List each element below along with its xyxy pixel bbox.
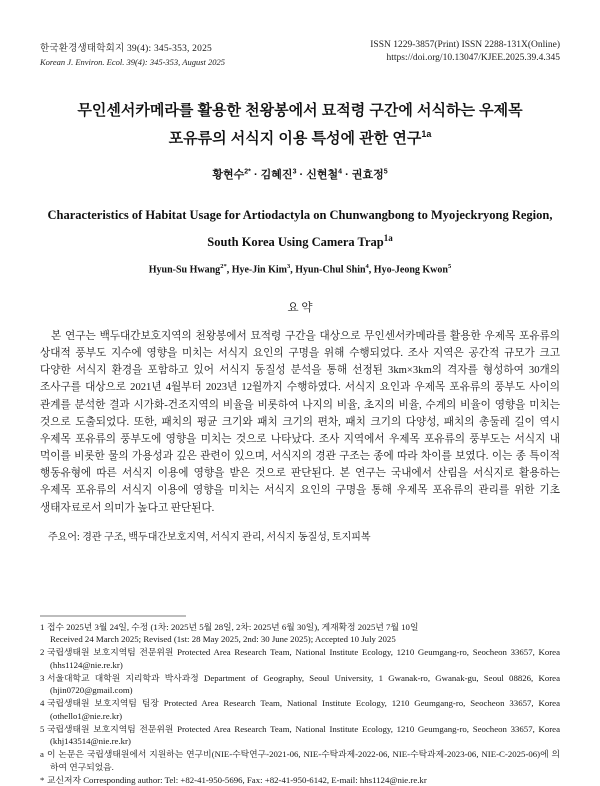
author-separator: , bbox=[368, 263, 374, 275]
paper-title-en-line1: Characteristics of Habitat Usage for Artiodactyla on Chunwangbong to Myojeckryong Region, bbox=[47, 207, 553, 222]
author-kr-name: 신현철 bbox=[306, 168, 339, 181]
footnote-text: 국립생태원 보호지역팀 팀장 Protected Area Research Team, National Institute Ecology, 1210 Geumgang-ro, Seocheon 33657, Korea (othello1@nie.re.kr) bbox=[47, 698, 560, 721]
paper-title-en-line2: South Korea Using Camera Trap bbox=[207, 235, 384, 250]
footnotes-section bbox=[40, 621, 560, 786]
footnote-text: 접수 2025년 3월 24일, 수정 (1차: 2025년 5월 28일, 2차: 2025년 6월 30일), 게재확정 2025년 7월 10일 bbox=[47, 621, 419, 632]
footnote-marker: * bbox=[40, 774, 45, 785]
author-en-superscript: 4 bbox=[365, 262, 369, 270]
footnote-marker: 1 bbox=[40, 621, 45, 632]
footnote-text: 이 논문은 국립생태원에서 지원하는 연구비(NIE-수탁연구-2021-06, NIE-수탁과제-2022-06, NIE-수탁과제-2023-06, NIE-C-2025-06)에 의하여 연구되었음. bbox=[47, 749, 560, 772]
authors-en bbox=[40, 263, 560, 275]
author-kr-name: 황현수 bbox=[212, 168, 245, 181]
abstract-heading: 요 약 bbox=[287, 301, 313, 314]
issn-line: ISSN 1229-3857(Print) ISSN 2288-131X(Online) bbox=[370, 40, 560, 50]
footnote-marker: 2 bbox=[40, 647, 45, 658]
author-en-name: Hyun-Chul Shin bbox=[295, 263, 366, 275]
author-kr-superscript: 3 bbox=[292, 167, 297, 175]
title-kr-superscript: 1a bbox=[421, 128, 432, 139]
author-kr-superscript: 5 bbox=[383, 167, 388, 175]
keywords-line: 주요어: 경관 구조, 백두대간보호지역, 서식지 관리, 서식지 동질성, 토지피복 bbox=[48, 531, 371, 543]
paper-title-kr bbox=[40, 97, 560, 153]
author-en-superscript: 3 bbox=[286, 262, 291, 270]
footnote-affiliation-3 bbox=[40, 672, 560, 698]
footnote-text: 국립생태원 보호지역팀 전문위원 Protected Area Research Team, National Institute Ecology, 1210 Geumgang-ro, Seocheon 33657, Korea (khj143514@nie.re.kr) bbox=[47, 723, 560, 747]
title-en-superscript: 1a bbox=[383, 233, 393, 243]
journal-title-kr: 한국환경생태학회지 39(4): 345-353, 2025 bbox=[40, 44, 212, 54]
footnote-marker: a bbox=[40, 749, 44, 760]
paper-title-en bbox=[40, 202, 560, 257]
page-header bbox=[40, 40, 560, 67]
footnote-corresponding-author bbox=[40, 774, 560, 786]
footnote-marker: 3 bbox=[40, 672, 45, 683]
author-separator: , bbox=[226, 263, 232, 275]
paper-title-kr-line2: 포유류의 서식지 이용 특성에 관한 연구 bbox=[168, 129, 422, 147]
footnote-funding bbox=[40, 748, 560, 774]
footnote-affiliation-5 bbox=[40, 723, 560, 749]
footnote-text: 서울대학교 대학원 지리학과 박사과정 Department of Geography, Seoul University, 1 Gwanak-ro, Gwanak-gu, Seoul 08826, Korea (hjin0720@gmail.com) bbox=[47, 672, 560, 696]
author-separator: · bbox=[342, 168, 352, 181]
footnote-separator-rule bbox=[40, 615, 186, 617]
footnote-received-dates bbox=[40, 621, 560, 647]
author-kr-superscript: 2* bbox=[244, 167, 251, 175]
footnote-marker: 5 bbox=[40, 723, 45, 734]
abstract-body: 본 연구는 백두대간보호지역의 천왕봉에서 묘적령 구간을 대상으로 무인센서카메라를 활용한 우제목 포유류의 상대적 풍부도 지수에 영향을 미치는 서식지 요인의 구명을 위해 수행되었다. 조사 지역은 공간적 규모가 크고 다양한 서식지 환경을 포함하고 있어 서식지 동질성 분석을 통해 선정된 3km×3km의 격자를 형성하여 30개의 조사구를 대상으로 2021년 4월부터 2023년 12월까지 수행하였다. 서식지 요인과 우제목 포유류의 풍부도 사이의 관계를 분석한 결과 시가화-건조지역의 비율을 비롯하여 나지의 비율, 초지의 비율, 수계의 비율이 영향을 미치는 것으로 도출되었다. 또한, 패치의 평균 크기와 패치 크기의 편차, 패치 크기의 다양성, 패치의 총둘레 길이 역시 우제목 포유류의 풍부도에 영향을 미치는 것으로 나타났다. 조사 지역에서 우제목 포유류의 풍부도는 서식지 내 먹이를 비롯한 물의 가용성과 깊은 관련이 있으며, 서식지의 경관 구조는 종에 따라 차이를 보였다. 이는 종 특이적 행동유형에 따른 서식지 이용에 영향을 받은 것으로 판단된다. 본 연구는 국내에서 산림을 서식지로 활용하는 우제목 포유류의 서식지 이용에 영향을 미치는 서식지 요인의 구명을 통해 우제목 포유류의 관리를 위한 기초 생태자료로서 의미가 높다고 판단된다. bbox=[40, 330, 560, 514]
author-kr-superscript: 4 bbox=[338, 167, 343, 175]
paper-title-kr-line1: 무인센서카메라를 활용한 천왕봉에서 묘적령 구간에 서식하는 우제목 bbox=[77, 102, 523, 119]
author-en-superscript: 5 bbox=[447, 262, 452, 270]
footnote-text: 교신저자 Corresponding author: Tel: +82-41-950-5696, Fax: +82-41-950-6142, E-mail: hhs1124@nie.re.kr bbox=[47, 774, 427, 785]
journal-title-en: Korean J. Environ. Ecol. 39(4): 345-353, August 2025 bbox=[40, 57, 226, 67]
doi-link: https://doi.org/10.13047/KJEE.2025.39.4.345 bbox=[386, 53, 560, 63]
author-en-name: Hyo-Jeong Kwon bbox=[373, 263, 448, 275]
footnote-text: 국립생태원 보호지역팀 전문위원 Protected Area Research Team, National Institute Ecology, 1210 Geumgang-ro, Seocheon 33657, Korea (hhs1124@nie.re.kr) bbox=[47, 647, 560, 670]
footnote-affiliation-2 bbox=[40, 646, 560, 672]
author-separator: , bbox=[290, 263, 296, 275]
author-separator: · bbox=[250, 168, 261, 181]
author-kr-name: 권효정 bbox=[351, 168, 384, 181]
author-kr-name: 김혜진 bbox=[260, 168, 293, 181]
journal-info bbox=[40, 40, 225, 67]
footnote-marker: 4 bbox=[40, 698, 45, 709]
issn-doi-block bbox=[370, 40, 560, 63]
author-en-name: Hyun-Su Hwang bbox=[148, 263, 221, 275]
author-en-name: Hye-Jin Kim bbox=[231, 263, 287, 275]
author-en-superscript: 2* bbox=[220, 262, 227, 270]
footnote-affiliation-4 bbox=[40, 697, 560, 723]
footnote-text-en: Received 24 March 2025; Revised (1st: 28 May 2025, 2nd: 30 June 2025); Accepted 10 July 2025 bbox=[50, 634, 396, 645]
authors-kr bbox=[40, 166, 560, 182]
author-separator: · bbox=[296, 168, 307, 181]
